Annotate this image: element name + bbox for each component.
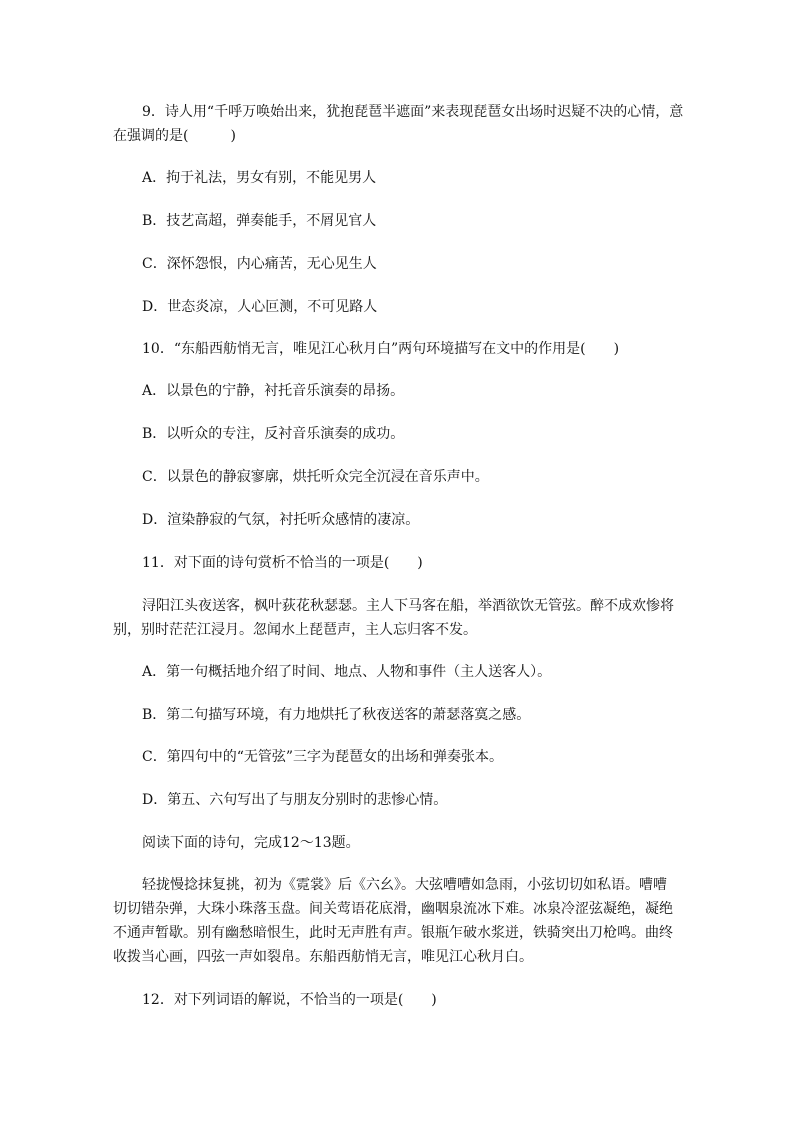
question-11-stem: 11．对下面的诗句赏析不恰当的一项是( ) bbox=[142, 555, 423, 571]
question-10-option-a: A．以景色的宁静，衬托音乐演奏的昂扬。 bbox=[142, 383, 405, 399]
question-11-option-a: A．第一句概括地介绍了时间、地点、人物和事件（主人送客人）。 bbox=[142, 664, 552, 680]
question-9-stem bbox=[113, 100, 685, 148]
question-9-stem-line-2: 在强调的是( ) bbox=[113, 128, 236, 144]
reading-instruction: 阅读下面的诗句，完成12～13题。 bbox=[142, 835, 360, 851]
reading-poem-line-2: 切切错杂弹，大珠小珠落玉盘。间关莺语花底滑，幽咽泉流冰下难。冰泉冷涩弦凝绝，凝绝 bbox=[113, 901, 673, 917]
question-10-option-c: C．以景色的静寂寥廓，烘托听众完全沉浸在音乐声中。 bbox=[142, 469, 489, 485]
question-11-poem-line-1: 浔阳江头夜送客，枫叶荻花秋瑟瑟。主人下马客在船，举酒欲饮无管弦。醉不成欢惨将 bbox=[142, 598, 674, 614]
question-10-option-d: D．渲染静寂的气氛，衬托听众感情的凄凉。 bbox=[142, 512, 420, 528]
question-10-stem: 10．“东船西舫悄无言，唯见江心秋月白”两句环境描写在文中的作用是( ) bbox=[142, 341, 620, 357]
question-10-option-b: B．以听众的专注，反衬音乐演奏的成功。 bbox=[142, 426, 405, 442]
question-11-poem bbox=[113, 594, 685, 642]
question-11-option-c: C．第四句中的“无管弦”三字为琵琶女的出场和弹奏张本。 bbox=[142, 749, 504, 765]
question-11-option-d: D．第五、六句写出了与朋友分别时的悲惨心情。 bbox=[142, 792, 448, 808]
question-11-option-b: B．第二句描写环境，有力地烘托了秋夜送客的萧瑟落寞之感。 bbox=[142, 707, 531, 723]
question-9-option-b: B．技艺高超，弹奏能手，不屑见官人 bbox=[142, 213, 377, 229]
question-9-stem-line-1: 9．诗人用“千呼万唤始出来，犹抱琵琶半遮面”来表现琵琶女出场时迟疑不决的心情，意 bbox=[142, 104, 684, 120]
reading-poem-line-1: 轻拢慢捻抹复挑，初为《霓裳》后《六幺》。大弦嘈嘈如急雨，小弦切切如私语。嘈嘈 bbox=[142, 877, 667, 893]
question-9-option-d: D．世态炎凉，人心叵测，不可见路人 bbox=[142, 299, 378, 315]
question-12-stem: 12．对下列词语的解说，不恰当的一项是( ) bbox=[142, 992, 437, 1008]
reading-poem-line-3: 不通声暂歇。别有幽愁暗恨生，此时无声胜有声。银瓶乍破水浆迸，铁骑突出刀枪鸣。曲终 bbox=[113, 925, 673, 941]
reading-poem-line-4: 收拨当心画，四弦一声如裂帛。东船西舫悄无言，唯见江心秋月白。 bbox=[113, 949, 533, 965]
question-11-poem-line-2: 别，别时茫茫江浸月。忽闻水上琵琶声，主人忘归客不发。 bbox=[113, 622, 477, 638]
question-9-option-c: C．深怀怨恨，内心痛苦，无心见生人 bbox=[142, 256, 377, 272]
question-9-option-a: A．拘于礼法，男女有别，不能见男人 bbox=[142, 170, 377, 186]
reading-poem bbox=[113, 873, 685, 969]
